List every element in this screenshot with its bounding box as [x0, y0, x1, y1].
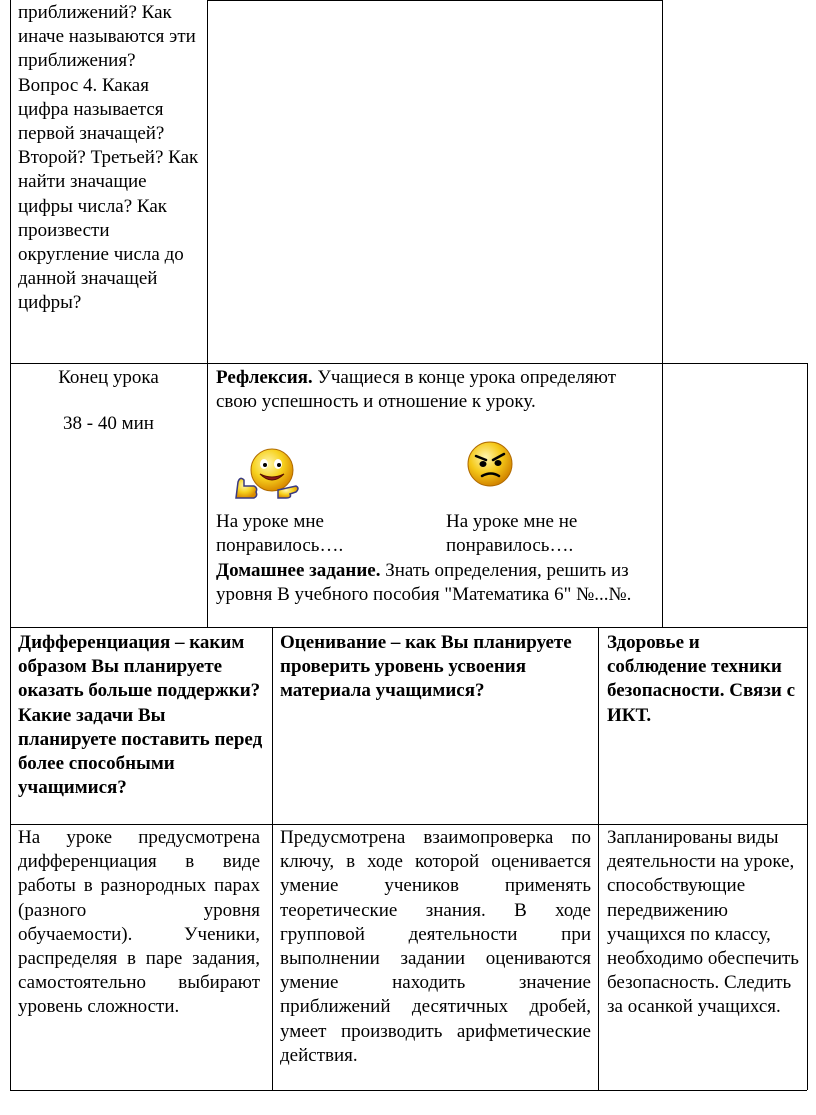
differentiation-header: Дифференциация – каким образом Вы планируете оказать больше поддержки? Какие задачи Вы планируете поставить перед более способными учащимися?: [18, 632, 263, 799]
question-cell: [18, 1, 200, 316]
border: [10, 1090, 807, 1091]
disliked-caption: На уроке мне не понравилось….: [446, 511, 578, 557]
homework-title: Домашнее задание.: [216, 560, 381, 581]
stage-time: 38 - 40 мин: [63, 413, 154, 435]
question-text: приближений? Как иначе называются эти приближения? Вопрос 4. Какая цифра называется первой значащей? Второй? Третьей? Как найти значащие цифры числа? Как произвести округление числа до данной значащей цифры?: [18, 2, 199, 314]
border: [10, 0, 11, 1090]
border: [207, 0, 662, 1]
reflection-cell: [216, 366, 656, 414]
border: [662, 0, 663, 627]
liked-caption: На уроке мне понравилось….: [216, 511, 344, 557]
health-header: Здоровье и соблюдение техники безопасности. Связи с ИКТ.: [607, 632, 796, 726]
stage-cell: [10, 366, 207, 436]
border: [10, 824, 807, 825]
homework-cell: [216, 559, 656, 607]
border: [10, 627, 807, 628]
reflection-text: Учащиеся в конце урока определяют свою успешность и отношение к уроку.: [216, 367, 617, 413]
health-content: Запланированы виды деятельности на уроке, способствующие передвижению учащихся по классу, необходимо обеспечить безопасность. Следить за осанкой учащихся.: [607, 827, 799, 1018]
border: [807, 363, 808, 1090]
assessment-content: Предусмотрена взаимопроверка по ключу, в ходе которой оценивается умение учеников применять теоретические знания. В ходе групповой деятельности при выполнении задании оцениваются умение находить значение приближений десятичных дробей, умеет производить арифметические действия.: [280, 827, 591, 1066]
reflection-title: Рефлексия.: [216, 367, 313, 388]
homework-text: Знать определения, решить из уровня В учебного пособия "Математика 6" №...№.: [216, 560, 632, 606]
assessment-header: Оценивание – как Вы планируете проверить уровень усвоения материала учащимися?: [280, 632, 572, 702]
border: [272, 627, 273, 1090]
border: [207, 0, 208, 627]
stage-label: Конец урока: [58, 367, 159, 388]
border: [10, 363, 807, 364]
smiley-thumbs-up-icon: [230, 446, 302, 506]
smiley-frown-icon: [466, 440, 514, 488]
border: [598, 627, 599, 1090]
differentiation-content: На уроке предусмотрена дифференциация в виде работы в разнородных парах (разного уровня обучаемости). Ученики, распределяя в паре задания, самостоятельно выбирают уровень сложности.: [18, 827, 260, 1018]
